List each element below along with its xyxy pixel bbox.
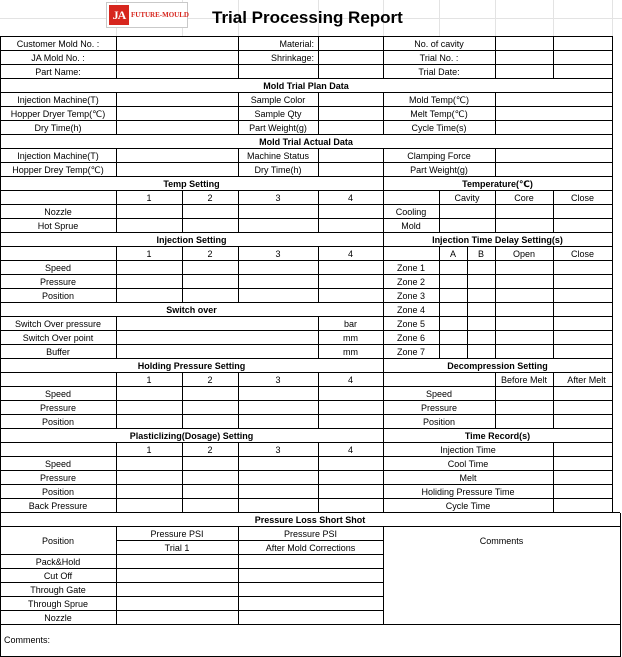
label-pressure-psi-trial: Pressure PSI	[150, 529, 204, 539]
label-zone-7: Zone 7	[396, 347, 426, 357]
plast-col-3: 3	[275, 445, 281, 455]
label-machine-status: Machine Status	[246, 151, 310, 161]
label-actual-hopper-drey-temp: Hopper Drey Temp(℃)	[12, 165, 104, 175]
hold-col-2: 2	[207, 375, 213, 385]
label-hold-pressure: Pressure	[39, 403, 76, 413]
temp-col-cavity: Cavity	[454, 193, 480, 203]
label-cool-time: Cool Time	[447, 459, 489, 469]
inj-col-1: 1	[146, 249, 152, 259]
label-plast-position: Position	[41, 487, 75, 497]
label-plan-injection-machine: Injection Machine(T)	[17, 95, 99, 105]
label-injection-time: Injection Time	[440, 445, 496, 455]
label-actual-injection-machine: Injection Machine(T)	[17, 151, 99, 161]
label-decomp-speed: Speed	[425, 389, 453, 399]
delay-col-open: Open	[512, 249, 536, 259]
heading-temp-setting: Temp Setting	[163, 179, 220, 189]
label-inj-speed: Speed	[44, 263, 72, 273]
label-through-gate: Through Gate	[30, 585, 86, 595]
heading-plan-data: Mold Trial Plan Data	[263, 81, 349, 91]
logo-text: FUTURE-MOULD	[131, 11, 189, 19]
label-cut-off: Cut Off	[43, 571, 73, 581]
unit-mm-point: mm	[343, 333, 358, 343]
heading-decompression: Decompression Setting	[447, 361, 548, 371]
label-trial-1: Trial 1	[164, 543, 190, 553]
label-decomp-pressure: Pressure	[420, 403, 457, 413]
label-pack-hold: Pack&Hold	[35, 557, 81, 567]
unit-bar: bar	[343, 319, 357, 329]
label-inj-pressure: Pressure	[39, 277, 76, 287]
label-melt: Melt	[459, 473, 477, 483]
label-no-of-cavity: No. of cavity	[414, 39, 464, 49]
label-plan-hopper-dryer-temp: Hopper Dryer Temp(℃)	[10, 109, 106, 119]
company-logo	[106, 2, 188, 28]
temp-col-1: 1	[146, 193, 152, 203]
label-plan-part-weight: Part Weight(g)	[249, 123, 307, 133]
label-mold-temp: Mold Temp(℃)	[409, 95, 469, 105]
label-trial-no: Trial No. :	[419, 53, 459, 63]
decomp-col-before-melt: Before Melt	[500, 375, 548, 385]
plast-col-2: 2	[207, 445, 213, 455]
inj-col-2: 2	[207, 249, 213, 259]
label-hold-position: Position	[41, 417, 75, 427]
label-actual-dry-time: Dry Time(h)	[254, 165, 302, 175]
label-trial-date: Trial Date:	[418, 67, 460, 77]
label-shrinkage: Shrinkage:	[270, 53, 314, 63]
temp-col-4: 4	[347, 193, 353, 203]
inj-col-4: 4	[347, 249, 353, 259]
hold-col-4: 4	[347, 375, 353, 385]
label-cooling: Cooling	[395, 207, 427, 217]
label-footer-comments: Comments:	[4, 635, 51, 645]
heading-short-shot: Pressure Loss Short Shot	[254, 515, 366, 525]
heading-plasticizing: Plasticlizing(Dosage) Setting	[129, 431, 254, 441]
label-ja-mold-no: JA Mold No. :	[31, 53, 85, 63]
label-short-shot-nozzle: Nozzle	[44, 613, 72, 623]
label-holding-pressure-time: Holiding Pressure Time	[421, 487, 515, 497]
label-clamping-force: Clamping Force	[407, 151, 471, 161]
label-zone-1: Zone 1	[396, 263, 426, 273]
report-title: Trial Processing Report	[212, 8, 403, 27]
label-customer-mold-no: Customer Mold No. :	[16, 39, 100, 49]
hold-col-3: 3	[275, 375, 281, 385]
inj-col-3: 3	[275, 249, 281, 259]
label-through-sprue: Through Sprue	[27, 599, 89, 609]
decomp-col-after-melt: After Melt	[567, 375, 606, 385]
label-switch-over-pressure: Switch Over pressure	[14, 319, 102, 329]
label-back-pressure: Back Pressure	[28, 501, 88, 511]
label-actual-part-weight: Part Weight(g)	[410, 165, 468, 175]
unit-mm-buffer: mm	[343, 347, 358, 357]
heading-temperature: Temperature(℃)	[462, 179, 533, 189]
label-decomp-position: Position	[422, 417, 456, 427]
delay-col-close: Close	[570, 249, 594, 259]
label-zone-3: Zone 3	[396, 291, 426, 301]
logo-mark: JA	[109, 5, 129, 25]
heading-switch-over: Switch over	[166, 305, 217, 315]
label-zone-5: Zone 5	[396, 319, 426, 329]
label-hold-speed: Speed	[44, 389, 72, 399]
label-material: Material:	[279, 39, 314, 49]
label-short-shot-comments: Comments	[479, 536, 524, 546]
heading-holding-pressure: Holding Pressure Setting	[137, 361, 246, 371]
label-zone-4: Zone 4	[396, 305, 426, 315]
temp-col-close: Close	[570, 193, 594, 203]
label-pressure-psi-after: Pressure PSI	[283, 529, 338, 539]
hold-col-1: 1	[146, 375, 152, 385]
label-plan-dry-time: Dry Time(h)	[34, 123, 82, 133]
label-plast-speed: Speed	[44, 459, 72, 469]
label-plan-cycle-time: Cycle Time(s)	[411, 123, 467, 133]
label-part-name: Part Name:	[35, 67, 81, 77]
label-nozzle: Nozzle	[44, 207, 72, 217]
label-plast-pressure: Pressure	[39, 473, 76, 483]
heading-actual-data: Mold Trial Actual Data	[259, 137, 353, 147]
label-zone-2: Zone 2	[396, 277, 426, 287]
label-melt-temp: Melt Temp(℃)	[410, 109, 468, 119]
label-short-shot-position: Position	[41, 536, 75, 546]
label-switch-over-point: Switch Over point	[22, 333, 94, 343]
label-zone-6: Zone 6	[396, 333, 426, 343]
delay-col-a: A	[449, 249, 456, 259]
temp-col-core: Core	[514, 193, 534, 203]
label-record-cycle-time: Cycle Time	[445, 501, 491, 511]
temp-col-2: 2	[207, 193, 213, 203]
heading-injection-delay: Injection Time Delay Setting(s)	[432, 235, 563, 245]
label-mold: Mold	[401, 221, 421, 231]
delay-col-b: B	[477, 249, 484, 259]
plast-col-4: 4	[347, 445, 353, 455]
label-sample-color: Sample Color	[250, 95, 306, 105]
label-buffer: Buffer	[46, 347, 70, 357]
heading-time-record: Time Record(s)	[464, 431, 531, 441]
label-hot-sprue: Hot Sprue	[37, 221, 79, 231]
label-sample-qty: Sample Qty	[254, 109, 302, 119]
heading-injection-setting: Injection Setting	[156, 235, 227, 245]
plast-col-1: 1	[146, 445, 152, 455]
label-inj-position: Position	[41, 291, 75, 301]
label-after-mold-corrections: After Mold Corrections	[265, 543, 356, 553]
temp-col-3: 3	[275, 193, 281, 203]
